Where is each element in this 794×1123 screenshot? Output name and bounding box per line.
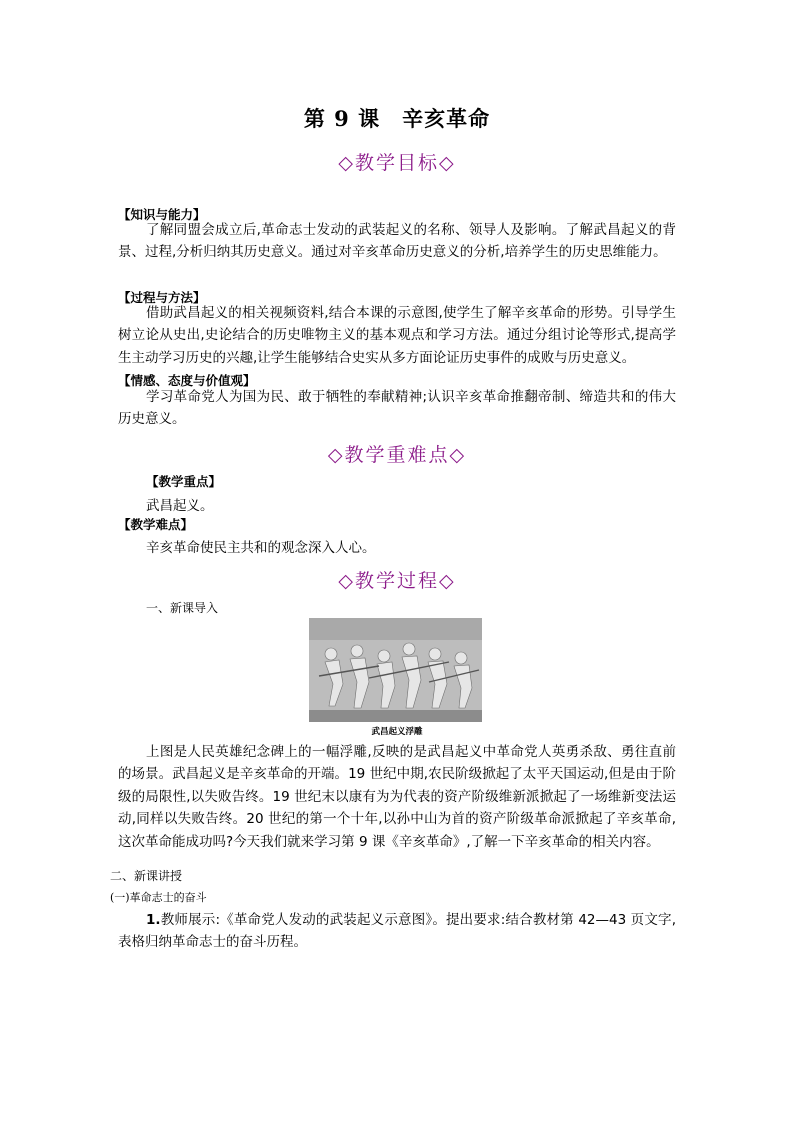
section-heading-process: ◇教学过程◇ [338, 570, 456, 592]
section-heading-key-points: ◇教学重难点◇ [327, 444, 467, 466]
image-caption: 武昌起义浮雕 [371, 727, 423, 737]
focus-label: 【教学重点】 [146, 474, 222, 489]
lesson-title [0, 103, 794, 133]
lesson-number: 第 9 课 [303, 106, 381, 131]
sub-heading-revolutionaries: (一)革命志士的奋斗 [110, 891, 207, 904]
step-1-number: 1. [146, 912, 161, 928]
knowledge-label: 【知识与能力】 [118, 207, 206, 222]
new-lesson-heading: 二、新课讲授 [110, 869, 183, 883]
process-method-label: 【过程与方法】 [118, 290, 206, 305]
relief-sculpture-image [309, 618, 482, 722]
knowledge-text: 了解同盟会成立后,革命志士发动的武装起义的名称、领导人及影响。了解武昌起义的背景、过程,分析归纳其历史意义。通过对辛亥革命历史意义的分析,培养学生的历史思维能力。 [118, 222, 676, 261]
lesson-name: 辛亥革命 [402, 106, 491, 131]
focus-text: 武昌起义。 [146, 498, 214, 514]
difficulty-text: 辛亥革命使民主共和的观念深入人心。 [146, 540, 376, 556]
emotion-label: 【情感、态度与价值观】 [118, 373, 256, 388]
emotion-text: 学习革命党人为国为民、敢于牺牲的奉献精神;认识辛亥革命推翻帝制、缔造共和的伟大历史意义。 [118, 389, 676, 428]
intro-text: 上图是人民英雄纪念碑上的一幅浮雕,反映的是武昌起义中革命党人英勇杀敌、勇往直前的场景。武昌起义是辛亥革命的开端。19 世纪中期,农民阶级掀起了太平天国运动,但是由于阶级的局限性,以失败告终。19 世纪末以康有为为代表的资产阶级维新派掀起了一场维新变法运动,同样以失败告终。20 世纪的第一个十年,以孙中山为首的资产阶级革命派掀起了辛亥革命,这次革命能成功吗?今天我们就来学习第 9 课《辛亥革命》,了解一下辛亥革命的相关内容。 [118, 744, 676, 850]
step-1-body: 教师展示:《革命党人发动的武装起义示意图》。提出要求:结合教材第 42—43 页文字,表格归纳革命志士的奋斗历程。 [118, 912, 676, 951]
section-heading-objectives: ◇教学目标◇ [338, 152, 456, 174]
intro-heading: 一、新课导入 [146, 601, 219, 615]
difficulty-label: 【教学难点】 [118, 517, 194, 532]
process-method-text: 借助武昌起义的相关视频资料,结合本课的示意图,使学生了解辛亥革命的形势。引导学生树立论从史出,史论结合的历史唯物主义的基本观点和学习方法。通过分组讨论等形式,提高学生主动学习历史的兴趣,让学生能够结合史实从多方面论证历史事件的成败与历史意义。 [118, 305, 676, 366]
step-1-text [118, 909, 676, 954]
